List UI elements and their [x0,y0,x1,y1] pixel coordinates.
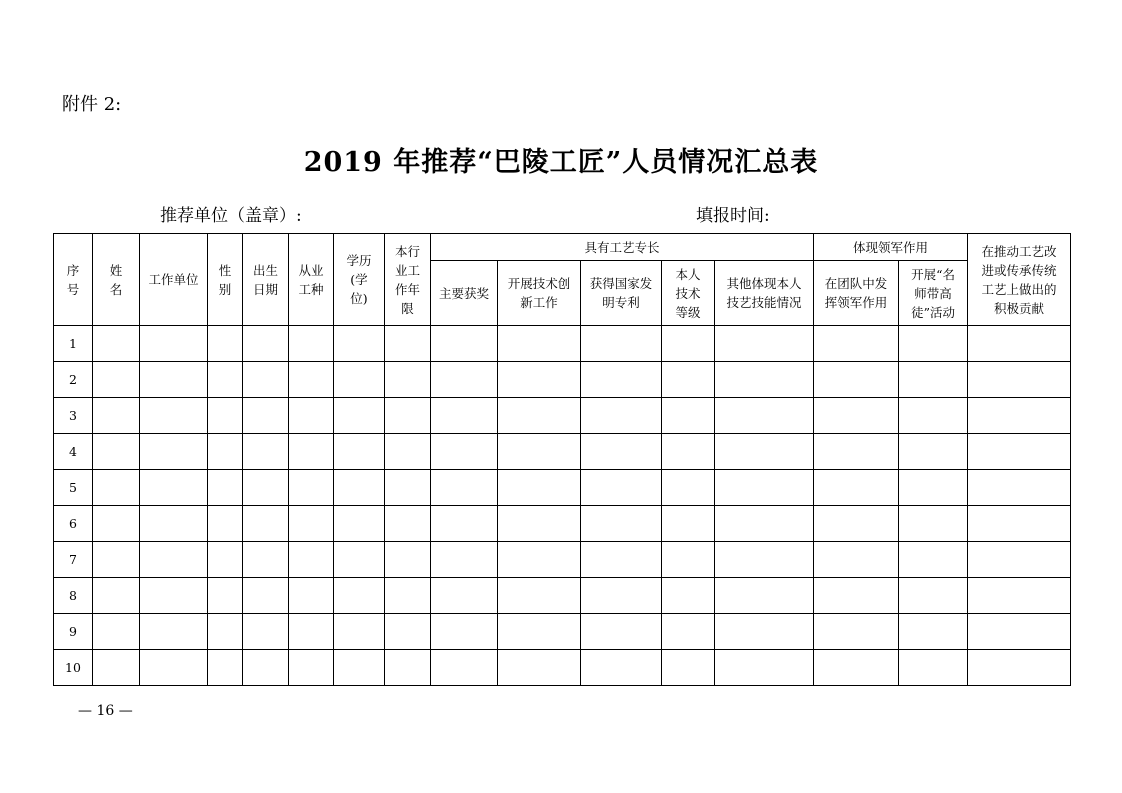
table-cell[interactable] [334,434,385,470]
table-cell[interactable] [814,650,899,686]
table-cell[interactable] [243,542,289,578]
row-number: 5 [54,470,93,506]
table-row [54,614,1071,650]
table-cell[interactable] [581,470,662,506]
table-cell[interactable] [498,470,581,506]
table-cell[interactable] [715,506,814,542]
page-title: 2019 年推荐“巴陵工匠”人员情况汇总表 [303,147,819,178]
table-cell[interactable] [140,542,208,578]
table-cell[interactable] [581,362,662,398]
header-tech-level: 本人 技术 等级 [662,261,715,326]
header-job-type: 从业 工种 [289,234,334,326]
table-cell[interactable] [208,470,243,506]
header-main-awards: 主要获奖 [431,261,498,326]
table-cell[interactable] [431,326,498,362]
table-cell[interactable] [662,326,715,362]
page-number: — 16 — [78,703,133,719]
table-cell[interactable] [289,398,334,434]
table-cell[interactable] [289,362,334,398]
table-cell[interactable] [581,434,662,470]
table-cell[interactable] [968,578,1071,614]
table-cell[interactable] [385,650,431,686]
table-cell[interactable] [968,614,1071,650]
table-cell[interactable] [715,326,814,362]
table-cell[interactable] [899,578,968,614]
header-other-skills: 其他体现本人 技艺技能情况 [715,261,814,326]
table-cell[interactable] [662,578,715,614]
table-cell[interactable] [662,398,715,434]
table-cell[interactable] [334,614,385,650]
table-cell[interactable] [581,398,662,434]
table-cell[interactable] [498,506,581,542]
row-number: 4 [54,434,93,470]
table-cell[interactable] [208,362,243,398]
table-cell[interactable] [581,326,662,362]
row-number: 7 [54,542,93,578]
table-cell[interactable] [899,398,968,434]
table-cell[interactable] [243,434,289,470]
table-cell[interactable] [581,650,662,686]
table-cell[interactable] [899,434,968,470]
row-number: 8 [54,578,93,614]
table-cell[interactable] [93,614,140,650]
table-cell[interactable] [334,398,385,434]
table-cell[interactable] [431,398,498,434]
table-cell[interactable] [140,578,208,614]
table-cell[interactable] [208,542,243,578]
table-cell[interactable] [289,650,334,686]
header-education: 学历 (学 位) [334,234,385,326]
header-seq: 序 号 [54,234,93,326]
table-cell[interactable] [662,542,715,578]
table-cell[interactable] [289,326,334,362]
table-cell[interactable] [662,470,715,506]
table-row [54,326,1071,362]
table-cell[interactable] [814,578,899,614]
table-cell[interactable] [814,434,899,470]
header-tech-innovation: 开展技术创 新工作 [498,261,581,326]
row-number: 2 [54,362,93,398]
table-cell[interactable] [385,614,431,650]
table-cell[interactable] [814,542,899,578]
table-cell[interactable] [140,614,208,650]
table-cell[interactable] [93,398,140,434]
table-cell[interactable] [968,650,1071,686]
table-cell[interactable] [431,542,498,578]
table-cell[interactable] [334,362,385,398]
table-cell[interactable] [715,470,814,506]
table-cell[interactable] [140,326,208,362]
table-cell[interactable] [208,578,243,614]
table-cell[interactable] [334,650,385,686]
table-cell[interactable] [715,614,814,650]
table-row [54,362,1071,398]
table-cell[interactable] [715,398,814,434]
table-cell[interactable] [814,398,899,434]
table-cell[interactable] [431,434,498,470]
table-cell[interactable] [93,470,140,506]
header-contribution: 在推动工艺改 进或传承传统 工艺上做出的 积极贡献 [968,234,1071,326]
table-cell[interactable] [208,398,243,434]
table-cell[interactable] [715,650,814,686]
table-cell[interactable] [662,614,715,650]
table-cell[interactable] [289,542,334,578]
table-cell[interactable] [899,542,968,578]
header-birth-date: 出生 日期 [243,234,289,326]
table-cell[interactable] [243,470,289,506]
table-row [54,506,1071,542]
table-cell[interactable] [208,326,243,362]
fill-time-label: 填报时间: [696,206,770,226]
table-cell[interactable] [334,326,385,362]
table-cell[interactable] [498,542,581,578]
table-cell[interactable] [243,650,289,686]
table-cell[interactable] [581,578,662,614]
table-cell[interactable] [581,542,662,578]
table-cell[interactable] [814,506,899,542]
table-cell[interactable] [498,650,581,686]
table-row [54,542,1071,578]
table-cell[interactable] [968,506,1071,542]
table-cell[interactable] [93,578,140,614]
table-row [54,434,1071,470]
table-cell[interactable] [385,326,431,362]
table-cell[interactable] [243,362,289,398]
table-row [54,398,1071,434]
table-cell[interactable] [498,326,581,362]
header-group-craft-expertise: 具有工艺专长 [431,234,814,261]
recommend-unit-label: 推荐单位（盖章）: [160,206,302,226]
table-cell[interactable] [814,614,899,650]
row-number: 3 [54,398,93,434]
table-cell[interactable] [140,362,208,398]
header-group-leadership: 体现领军作用 [814,234,968,261]
table-cell[interactable] [814,470,899,506]
row-number: 1 [54,326,93,362]
table-cell[interactable] [498,398,581,434]
table-cell[interactable] [243,578,289,614]
table-cell[interactable] [498,578,581,614]
table-cell[interactable] [243,506,289,542]
table-cell[interactable] [93,542,140,578]
table-cell[interactable] [289,614,334,650]
table-cell[interactable] [581,614,662,650]
table-cell[interactable] [334,578,385,614]
table-cell[interactable] [289,578,334,614]
table-body [54,326,1071,686]
table-cell[interactable] [899,326,968,362]
table-row [54,650,1071,686]
table-cell[interactable] [208,506,243,542]
table-cell[interactable] [899,506,968,542]
table-cell[interactable] [385,542,431,578]
table-cell[interactable] [662,650,715,686]
table-cell[interactable] [899,470,968,506]
table-cell[interactable] [140,434,208,470]
table-cell[interactable] [431,470,498,506]
table-row [54,470,1071,506]
table-cell[interactable] [243,326,289,362]
table-cell[interactable] [662,362,715,398]
table-cell[interactable] [93,506,140,542]
table-cell[interactable] [140,470,208,506]
table-cell[interactable] [899,614,968,650]
table-cell[interactable] [715,578,814,614]
table-cell[interactable] [385,434,431,470]
table-cell[interactable] [968,434,1071,470]
table-cell[interactable] [581,506,662,542]
table-cell[interactable] [140,398,208,434]
header-industry-years: 本行 业工 作年 限 [385,234,431,326]
table-row [54,578,1071,614]
table-cell[interactable] [243,614,289,650]
table-cell[interactable] [431,650,498,686]
summary-table [53,233,1071,686]
table-cell[interactable] [334,506,385,542]
table-cell[interactable] [498,362,581,398]
table-cell[interactable] [431,614,498,650]
header-gender: 性 别 [208,234,243,326]
table-cell[interactable] [968,326,1071,362]
row-number: 10 [54,650,93,686]
table-cell[interactable] [385,578,431,614]
table-cell[interactable] [814,362,899,398]
table-cell[interactable] [208,434,243,470]
table-cell[interactable] [140,506,208,542]
table-cell[interactable] [431,362,498,398]
header-team-leading: 在团队中发 挥领军作用 [814,261,899,326]
header-mentor-activity: 开展“名 师带高 徒”活动 [899,261,968,326]
table-cell[interactable] [334,470,385,506]
table-cell[interactable] [385,506,431,542]
table-cell[interactable] [93,362,140,398]
table-cell[interactable] [899,362,968,398]
table-cell[interactable] [715,362,814,398]
table-cell[interactable] [140,650,208,686]
table-cell[interactable] [208,614,243,650]
table-cell[interactable] [662,434,715,470]
table-cell[interactable] [243,398,289,434]
header-name: 姓 名 [93,234,140,326]
table-cell[interactable] [289,506,334,542]
header-national-patent: 获得国家发 明专利 [581,261,662,326]
table-cell[interactable] [899,650,968,686]
attachment-label: 附件 2: [62,94,122,115]
table-cell[interactable] [431,506,498,542]
table-cell[interactable] [968,542,1071,578]
table-cell[interactable] [968,362,1071,398]
table-cell[interactable] [662,506,715,542]
table-cell[interactable] [498,614,581,650]
table-cell[interactable] [385,398,431,434]
table-cell[interactable] [385,470,431,506]
table-cell[interactable] [715,434,814,470]
table-cell[interactable] [968,470,1071,506]
table-cell[interactable] [93,434,140,470]
table-cell[interactable] [334,542,385,578]
table-cell[interactable] [715,542,814,578]
table-cell[interactable] [93,326,140,362]
table-cell[interactable] [431,578,498,614]
table-cell[interactable] [968,398,1071,434]
table-cell[interactable] [385,362,431,398]
table-cell[interactable] [498,434,581,470]
table-cell[interactable] [289,470,334,506]
row-number: 6 [54,506,93,542]
table-cell[interactable] [814,326,899,362]
table-cell[interactable] [289,434,334,470]
header-work-unit: 工作单位 [140,234,208,326]
row-number: 9 [54,614,93,650]
table-cell[interactable] [93,650,140,686]
table-cell[interactable] [208,650,243,686]
